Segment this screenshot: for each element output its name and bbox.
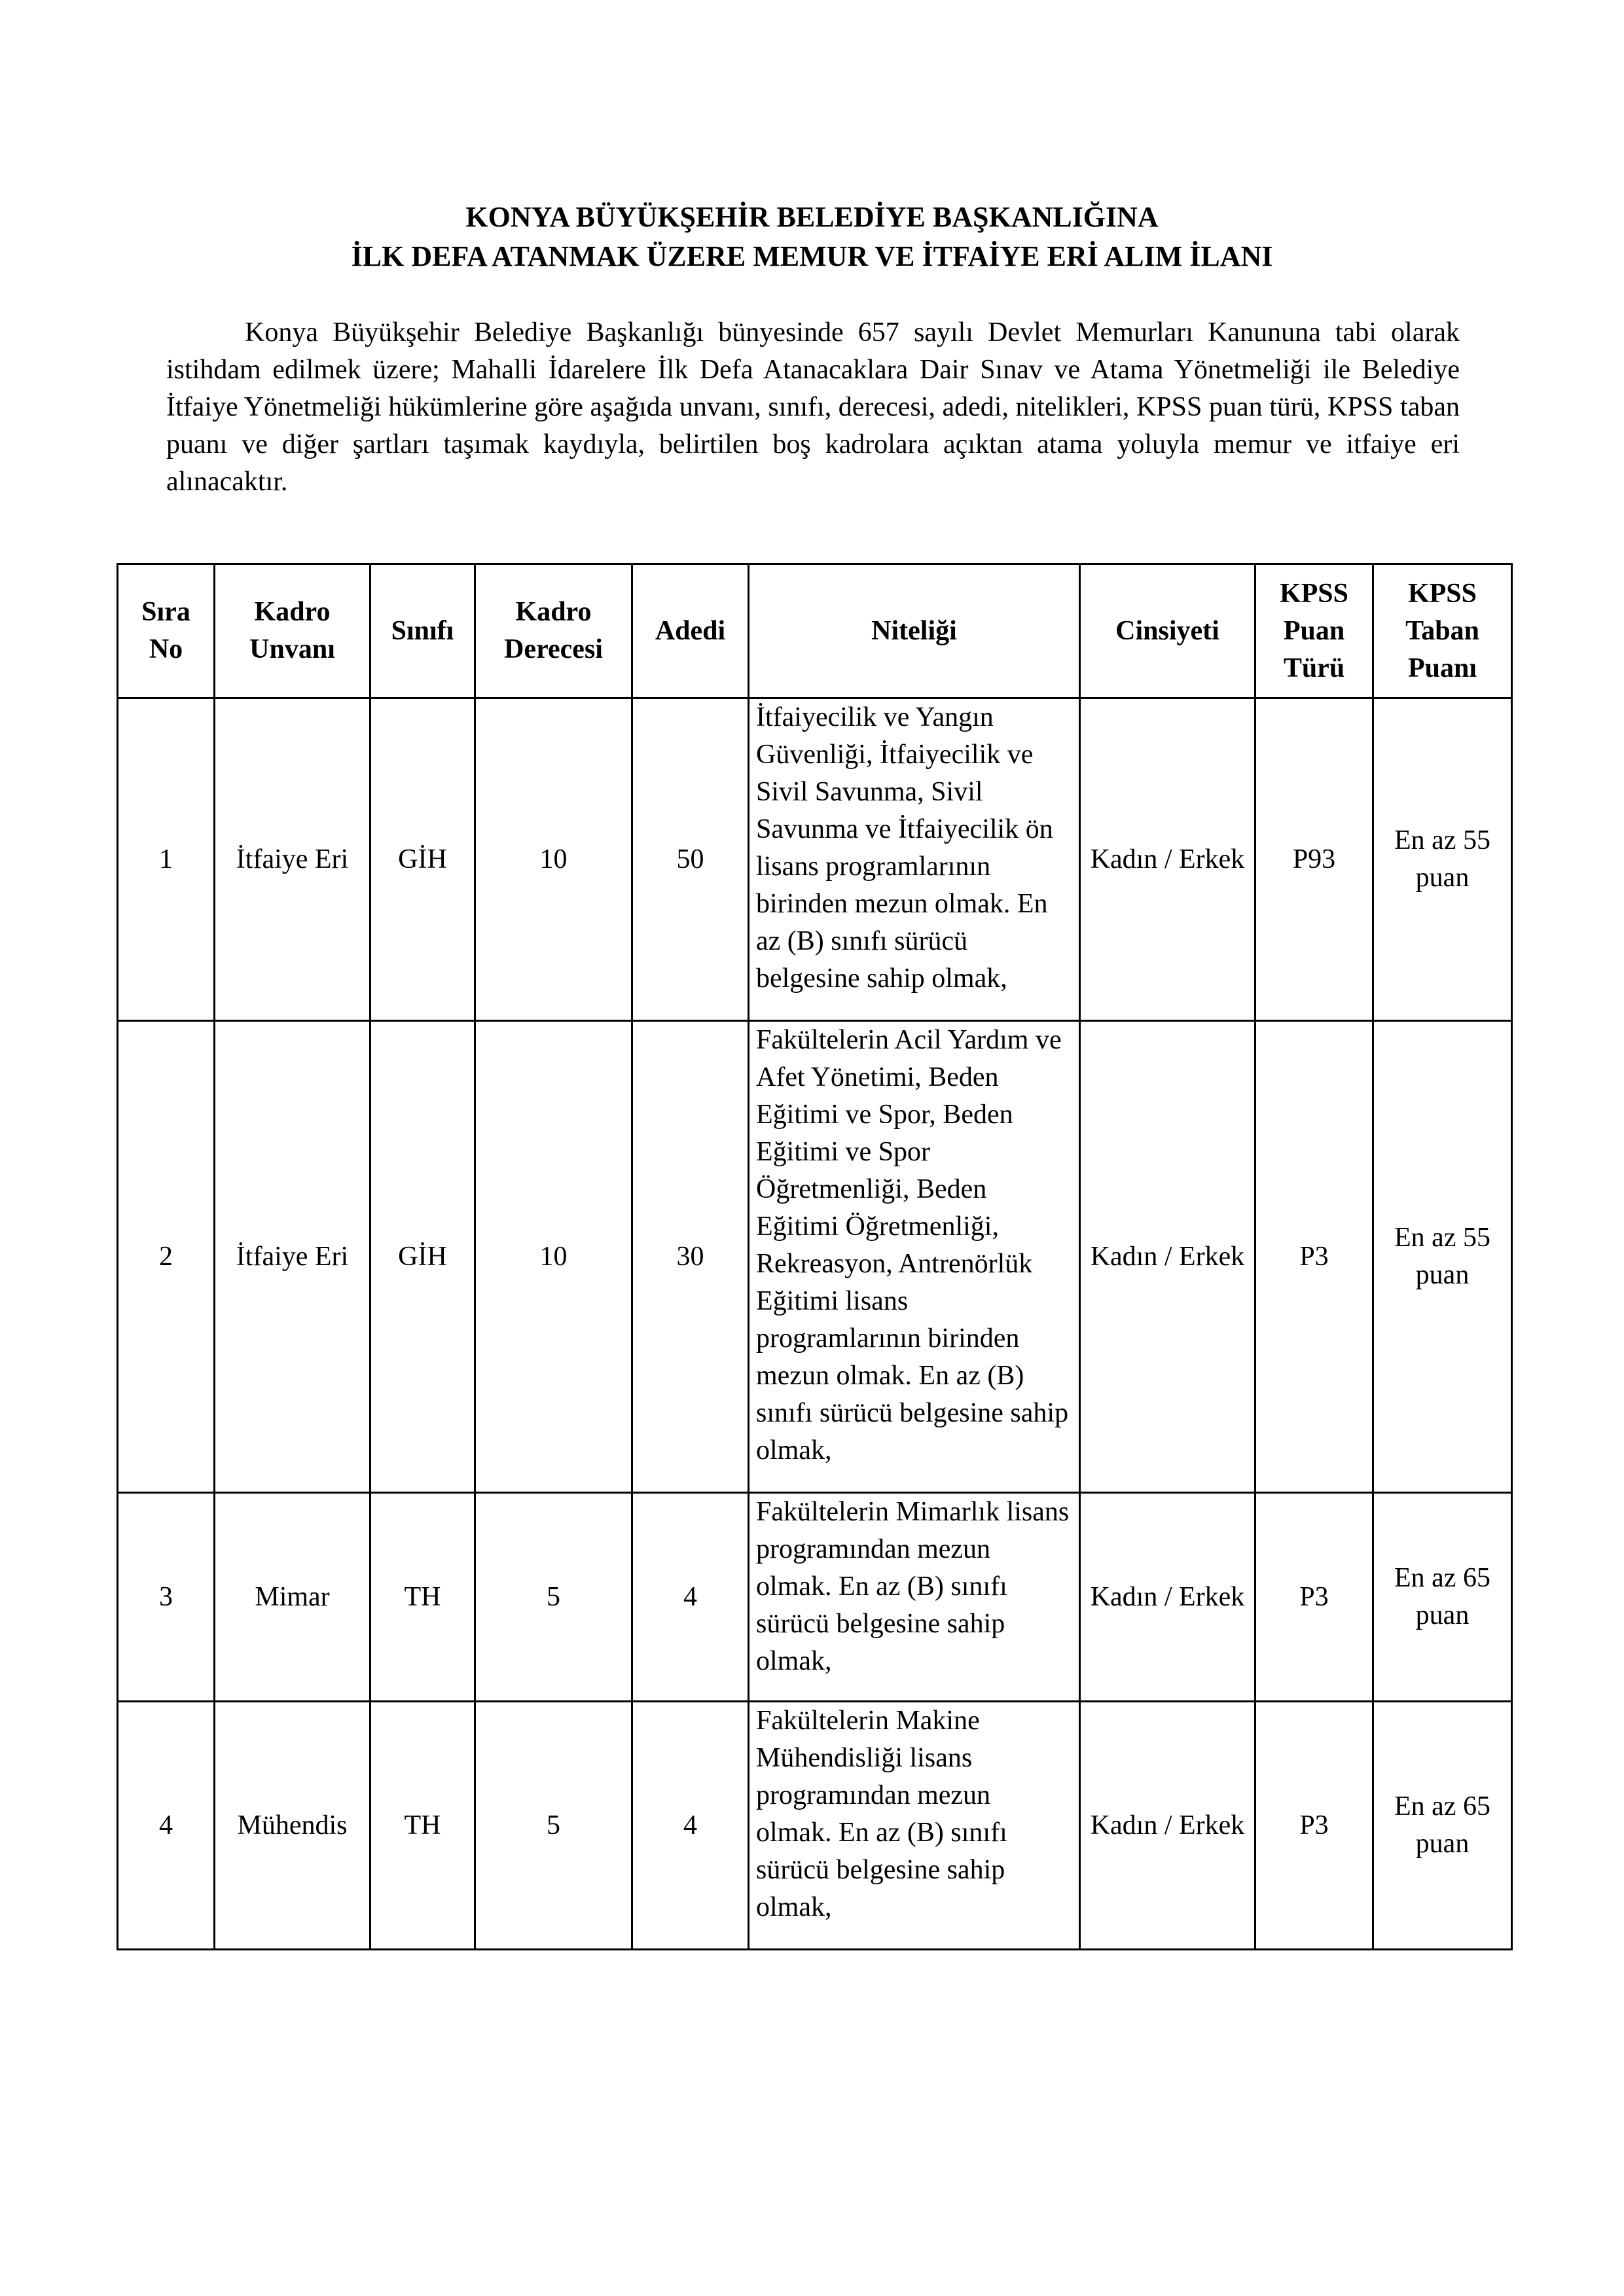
document-title-line1: KONYA BÜYÜKŞEHİR BELEDİYE BAŞKANLIĞINA — [465, 201, 1159, 233]
cell-niteligi: Fakültelerin Makine Mühendisliği lisans programından mezun olmak. En az (B) sınıfı sürücü belgesine sahip olmak, — [749, 1702, 1080, 1950]
cell-adedi: 4 — [632, 1702, 749, 1950]
cell-niteligi: Fakültelerin Acil Yardım ve Afet Yönetimi, Beden Eğitimi ve Spor, Beden Eğitimi ve Spor Öğretmenliği, Beden Eğitimi Öğretmenliği, Rekreasyon, Antrenörlük Eğitimi lisans programlarının birinden mezun olmak. En az (B) sınıfı sürücü belgesine sahip olmak, — [749, 1021, 1080, 1493]
cell-cinsiyeti: Kadın / Erkek — [1080, 1021, 1255, 1493]
table-row — [118, 1702, 1512, 1950]
cell-kadro-unvani: İtfaiye Eri — [215, 1021, 370, 1493]
document-title-line2: İLK DEFA ATANMAK ÜZERE MEMUR VE İTFAİYE ERİ ALIM İLANI — [351, 240, 1273, 272]
cell-kpss-taban-puani: En az 55 puan — [1373, 698, 1512, 1021]
cell-kadro-derecesi: 5 — [475, 1702, 632, 1950]
cell-niteligi: Fakültelerin Mimarlık lisans programından mezun olmak. En az (B) sınıfı sürücü belgesine sahip olmak, — [749, 1493, 1080, 1702]
cell-sira-no: 2 — [118, 1021, 215, 1493]
cell-kadro-derecesi: 10 — [475, 698, 632, 1021]
cell-kadro-derecesi: 10 — [475, 1021, 632, 1493]
cell-kpss-puan-turu: P3 — [1255, 1493, 1373, 1702]
header-kadro-derecesi: Kadro Derecesi — [475, 564, 632, 698]
cell-sira-no: 3 — [118, 1493, 215, 1702]
header-kpss-taban-puani: KPSS Taban Puanı — [1373, 564, 1512, 698]
header-kadro-unvani: Kadro Unvanı — [215, 564, 370, 698]
header-adedi: Adedi — [632, 564, 749, 698]
table-row — [118, 698, 1512, 1021]
table-row — [118, 1021, 1512, 1493]
header-kpss-puan-turu: KPSS Puan Türü — [1255, 564, 1373, 698]
cell-adedi: 30 — [632, 1021, 749, 1493]
cell-adedi: 4 — [632, 1493, 749, 1702]
header-cinsiyeti: Cinsiyeti — [1080, 564, 1255, 698]
cell-sira-no: 4 — [118, 1702, 215, 1950]
cell-kpss-taban-puani: En az 55 puan — [1373, 1021, 1512, 1493]
cell-niteligi: İtfaiyecilik ve Yangın Güvenliği, İtfaiyecilik ve Sivil Savunma, Sivil Savunma ve İtfaiyecilik ön lisans programlarının birinden mezun olmak. En az (B) sınıfı sürücü belgesine sahip olmak, — [749, 698, 1080, 1021]
header-sinifi: Sınıfı — [370, 564, 475, 698]
cell-sira-no: 1 — [118, 698, 215, 1021]
cell-kpss-puan-turu: P3 — [1255, 1021, 1373, 1493]
cell-kpss-taban-puani: En az 65 puan — [1373, 1493, 1512, 1702]
header-niteligi: Niteliği — [749, 564, 1080, 698]
header-sira-no: Sıra No — [118, 564, 215, 698]
cell-sinifi: GİH — [370, 698, 475, 1021]
cell-cinsiyeti: Kadın / Erkek — [1080, 698, 1255, 1021]
cell-cinsiyeti: Kadın / Erkek — [1080, 1702, 1255, 1950]
cell-adedi: 50 — [632, 698, 749, 1021]
cell-sinifi: TH — [370, 1493, 475, 1702]
cell-kpss-puan-turu: P93 — [1255, 698, 1373, 1021]
intro-paragraph: Konya Büyükşehir Belediye Başkanlığı bünyesinde 657 sayılı Devlet Memurları Kanununa tabi olarak istihdam edilmek üzere; Mahalli İdarelere İlk Defa Atanacaklara Dair Sınav ve Atama Yönetmeliği ile Belediye İtfaiye Yönetmeliği hükümlerine göre aşağıda unvanı, sınıfı, derecesi, adedi, nitelikleri, KPSS puan türü, KPSS taban puanı ve diğer şartları taşımak kaydıyla, belirtilen boş kadrolara açıktan atama yoluyla memur ve itfaiye eri alınacaktır. — [166, 317, 1460, 497]
cell-kadro-unvani: Mühendis — [215, 1702, 370, 1950]
cell-kadro-unvani: Mimar — [215, 1493, 370, 1702]
cell-kadro-unvani: İtfaiye Eri — [215, 698, 370, 1021]
cell-kpss-taban-puani: En az 65 puan — [1373, 1702, 1512, 1950]
cell-kadro-derecesi: 5 — [475, 1493, 632, 1702]
table-row — [118, 1493, 1512, 1702]
cell-sinifi: TH — [370, 1702, 475, 1950]
cell-cinsiyeti: Kadın / Erkek — [1080, 1493, 1255, 1702]
table-header-row — [118, 564, 1512, 698]
positions-table — [117, 563, 1513, 1950]
cell-kpss-puan-turu: P3 — [1255, 1702, 1373, 1950]
cell-sinifi: GİH — [370, 1021, 475, 1493]
